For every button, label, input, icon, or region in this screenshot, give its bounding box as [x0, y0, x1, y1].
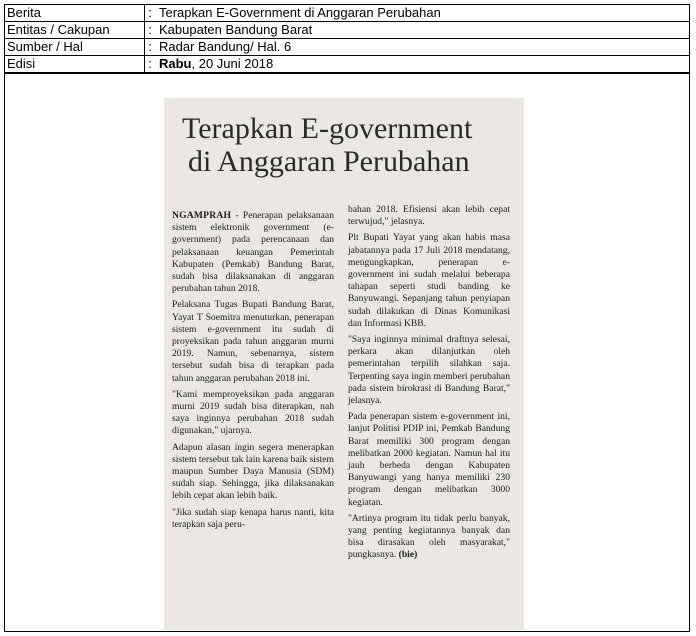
metadata-table	[4, 4, 690, 74]
paragraph: Plt Bupati Yayat yang akan habis masa jabatannya pada 17 Juli 2018 mendatang, mengungkapkan, penerapan e-government ini sudah melalui beberapa tahapan seperti studi banding ke Banyuwangi. Sepanjang tahun penyiapan sudah dilakukan di Dinas Komunikasi dan Informasi KBB.	[348, 232, 510, 329]
meta-key: Edisi	[5, 56, 145, 73]
meta-day: Rabu	[159, 56, 192, 71]
meta-value	[155, 56, 689, 73]
paragraph	[172, 210, 334, 295]
paragraph: Adapun alasan ingin segera menerapkan sistem tersebut tak lain karena baik sistem maupun Sumber Daya Manusia (SDM) sudah siap. Sehingga, jika dilaksanakan lebih cepat akan lebih baik.	[172, 441, 334, 502]
article-column-left	[172, 210, 334, 535]
meta-date: , 20 Juni 2018	[191, 56, 274, 71]
paragraph: "Saya inginnya minimal draftnya selesai, perkara akan dilanjutkan oleh pemerintahan terpilih silahkan saja. Terpenting saya ingin memberi perubahan pada sistem birokrasi di Bandung Barat," jelasnya.	[348, 334, 510, 407]
meta-row-entitas	[5, 22, 689, 39]
dateline: NGAMPRAH	[172, 210, 232, 221]
article-column-right	[348, 204, 510, 566]
paragraph	[348, 513, 510, 562]
paragraph: bahan 2018. Efisiensi akan lebih cepat terwujud," jelasnya.	[348, 204, 510, 228]
paragraph: "Jika sudah siap kenapa harus nanti, kita terapkan saja peru-	[172, 506, 334, 530]
byline: (bie)	[398, 549, 418, 561]
meta-key: Entitas / Cakupan	[5, 22, 145, 38]
meta-row-berita	[5, 5, 689, 22]
meta-row-edisi	[5, 56, 689, 73]
meta-separator: :	[148, 5, 152, 20]
paragraph: "Kami memproyeksikan pada anggaran murni 2019 sudah bisa diterapkan, nah saya inginnya perubahan 2018 sudah digunakan," ujarnya.	[172, 388, 334, 437]
meta-value: Kabupaten Bandung Barat	[159, 22, 313, 37]
meta-key: Berita	[5, 5, 145, 21]
meta-row-sumber	[5, 39, 689, 56]
meta-value: Radar Bandung/ Hal. 6	[159, 39, 292, 54]
meta-key: Sumber / Hal	[5, 39, 145, 55]
headline-line-1: Terapkan E-government	[182, 112, 473, 145]
headline-line-2: di Anggaran Perubahan	[188, 145, 470, 178]
meta-value: Terapkan E-Government di Anggaran Perubahan	[159, 5, 441, 20]
meta-separator: :	[148, 22, 152, 37]
paragraph-text: "Artinya program itu tidak perlu banyak, yang penting kegiatannya banyak dan bisa dirasakan oleh masyarakat," pungkasnya.	[348, 512, 510, 561]
newspaper-clipping	[164, 98, 524, 630]
paragraph: Pada penerapan sistem e-government ini, lanjut Politisi PDIP ini, Pemkab Bandung Barat memiliki 300 program dengan melibatkan 2000 kegiatan. Namun hal itu jauh berbeda dengan Kabupaten Banyuwangi yang hanya memiliki 230 program dengan melibatkan 3000 kegiatan.	[348, 411, 510, 508]
paragraph-text: - Penerapan pelaksanaan sistem elektronik government (e-government) pada perencanaan dan pelaksanaan keuangan Pemerintah Kabupaten (Pemkab) Bandung Barat, sudah bisa dilaksanakan di anggaran perubahan tahun 2018.	[172, 210, 334, 295]
meta-separator: :	[148, 56, 152, 71]
paragraph: Pelaksana Tugas Bupati Bandung Barat, Yayat T Soemitra menuturkan, penerapan sistem e-government itu sudah di proyeksikan pada tahun anggaran murni 2019. Namun, sebenarnya, sistem tersebut sudah bisa di terapkan pada tahun anggaran perubahan 2018 ini.	[172, 299, 334, 384]
article-headline	[182, 112, 512, 178]
meta-separator: :	[148, 39, 152, 54]
